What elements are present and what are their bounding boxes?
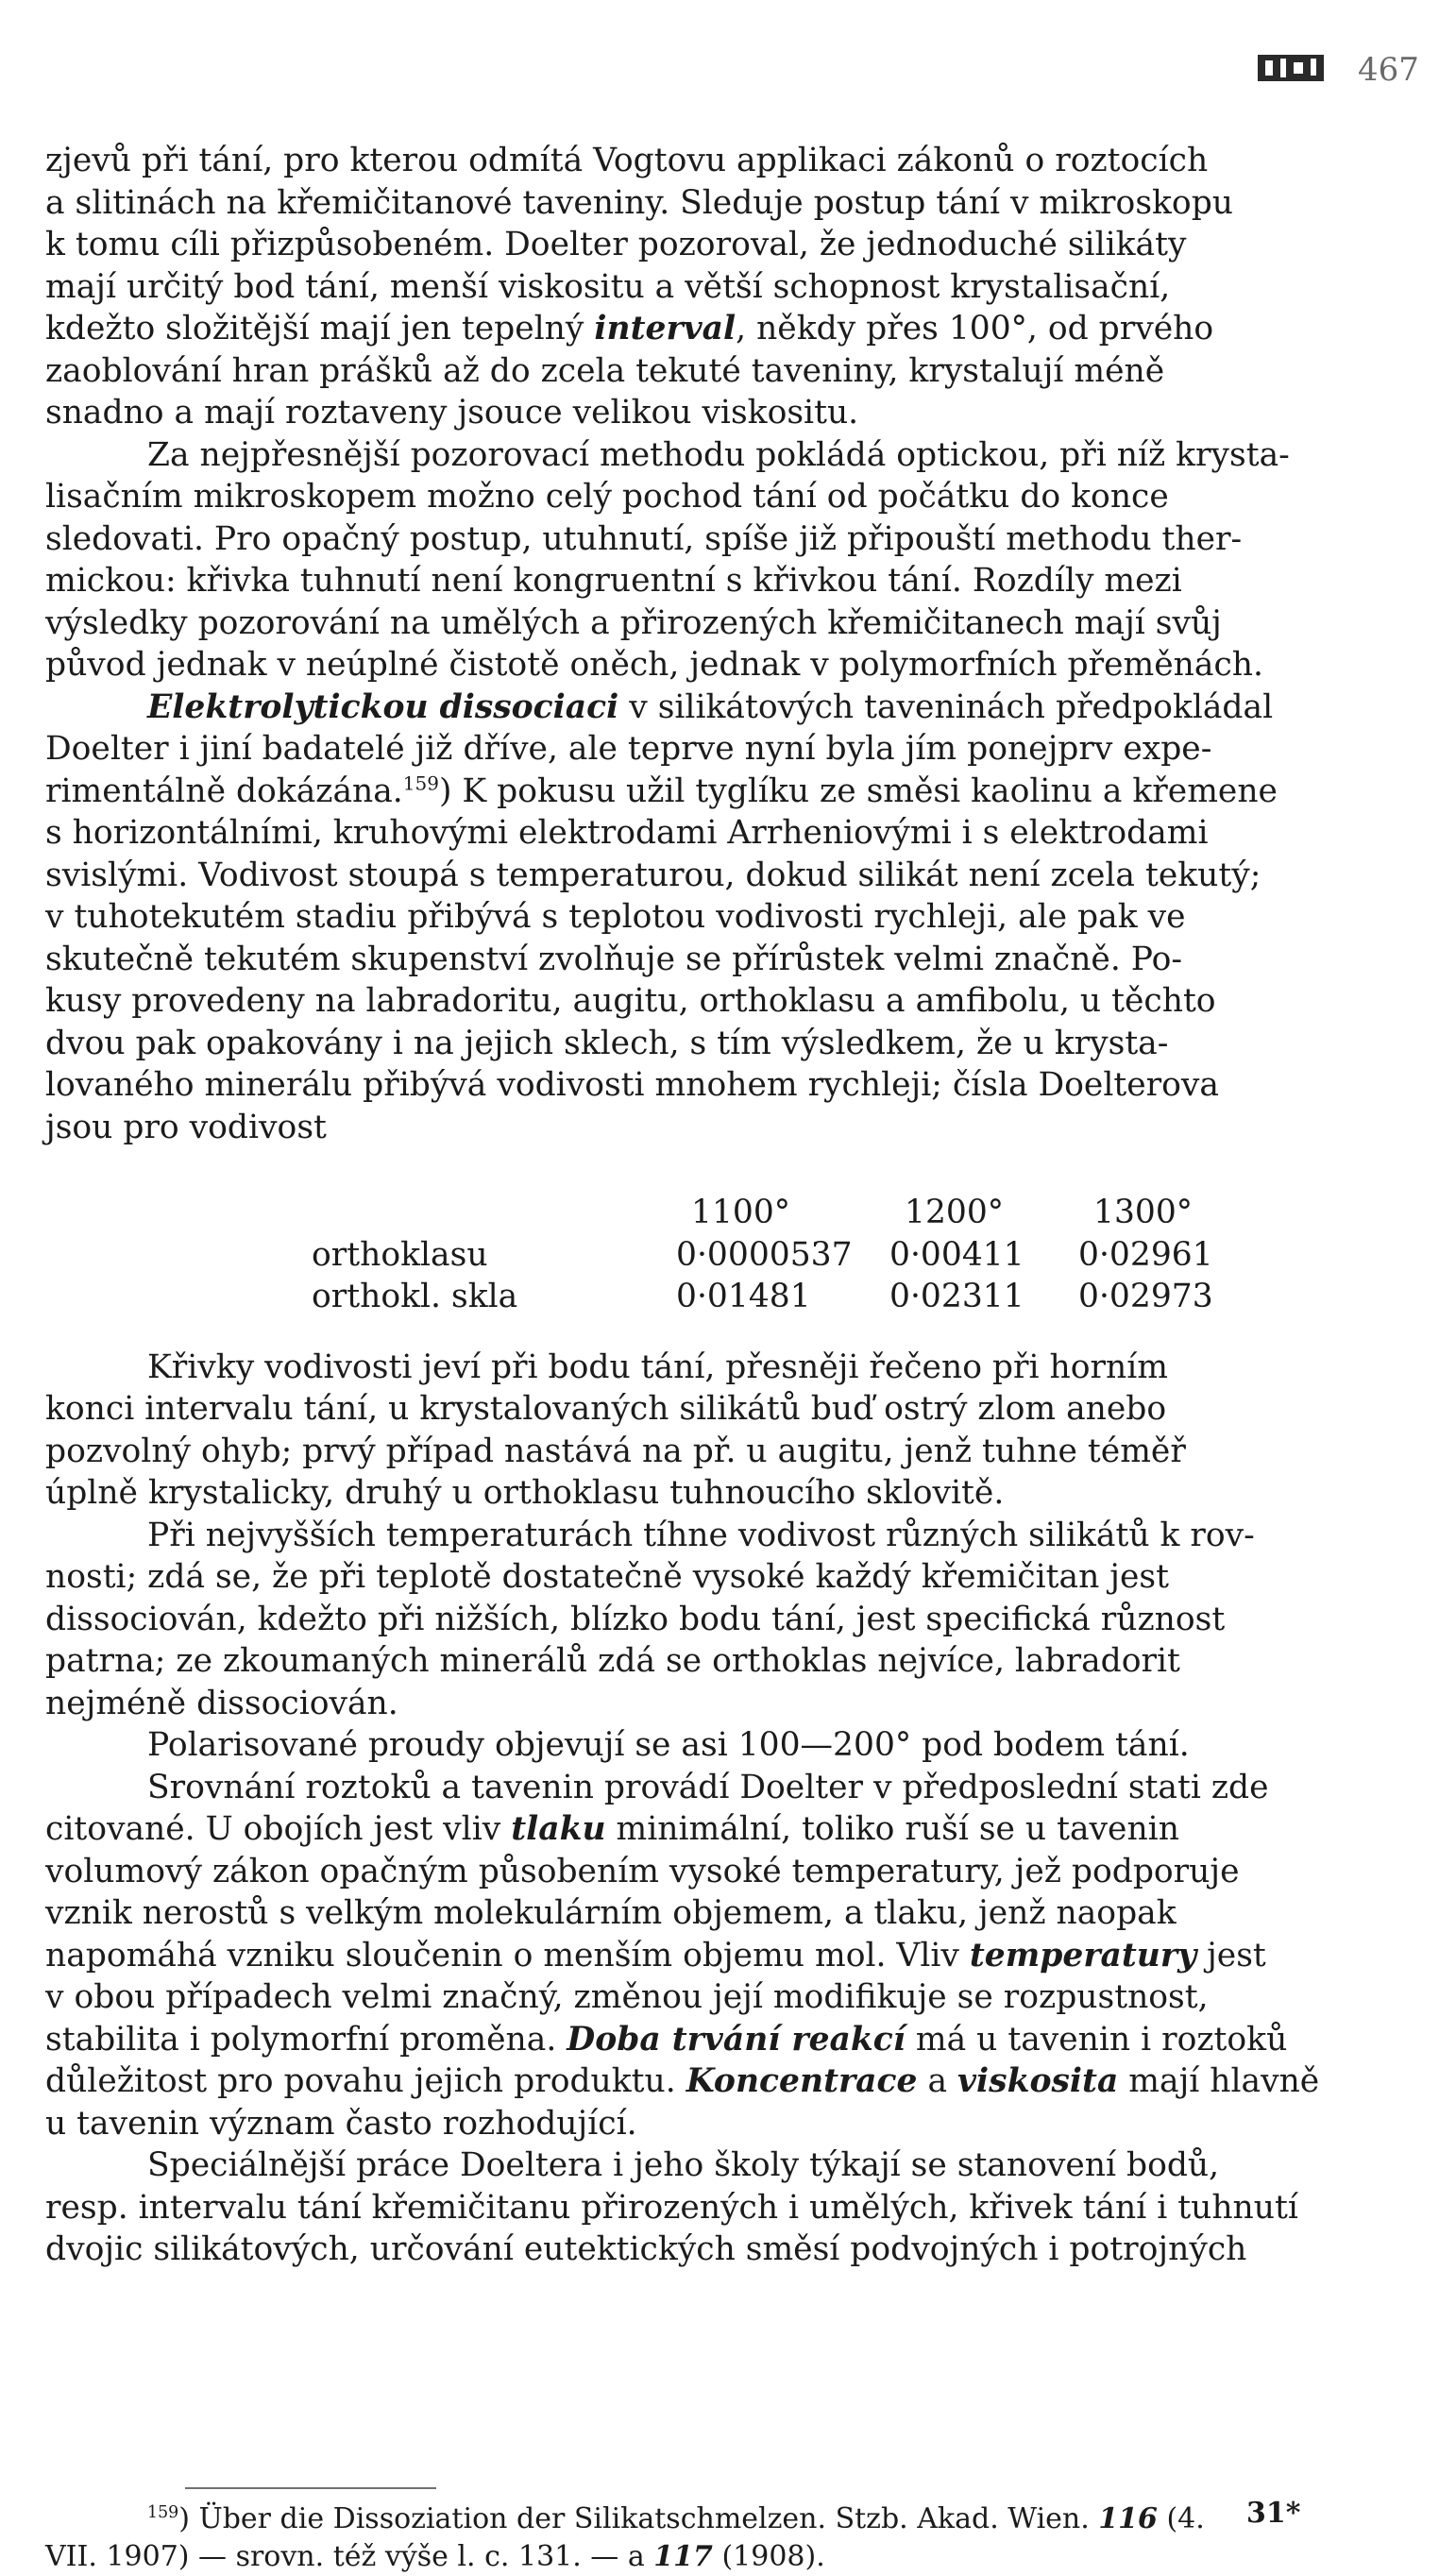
text-line: volumový zákon opačným působením vysoké temperatury, jež podporuje (45, 1852, 1240, 1890)
text-line: v obou případech velmi značný, změnou její modifikuje se rozpustnost, (45, 1978, 1209, 2016)
table-cell: 0·0000537 (676, 1235, 853, 1274)
text-line: mají určitý bod tání, menší viskositu a větší schopnost krystalisační, (45, 267, 1171, 306)
emphasis: Koncentrace (686, 2062, 918, 2100)
text-line: lovaného minerálu přibývá vodivosti mnohem rychleji; čísla Doelterova (45, 1066, 1219, 1104)
table-cell: 0·00411 (889, 1235, 1024, 1274)
column-header: 1100° (691, 1194, 791, 1231)
row-label: orthoklasu (312, 1235, 488, 1274)
text-line: Při nejvyšších temperaturách tíhne vodivost různých silikátů k rov- (147, 1516, 1255, 1554)
text-line: napomáhá vzniku sloučenin o menším objemu mol. Vliv temperatury jest (45, 1936, 1266, 1974)
text-line: pozvolný ohyb; prvý případ nastává na př. u augitu, jenž tuhne téměř (45, 1432, 1186, 1470)
text-line: jsou pro vodivost (45, 1108, 327, 1146)
table-cell: 0·02961 (1078, 1235, 1213, 1274)
text-line: zaoblování hran prášků až do zcela tekuté taveniny, krystalují méně (45, 351, 1165, 390)
text-line: rimentálně dokázána.$^{159}$) K pokusu užil tyglíku ze směsi kaolinu a křemene (45, 771, 1278, 810)
text-line: výsledky pozorování na umělých a přirozených křemičitanech mají svůj (45, 603, 1222, 642)
table-row (312, 1234, 1273, 1277)
text-line: nosti; zdá se, že při teplotě dostatečně vysoké každý křemičitan jest (45, 1558, 1169, 1596)
emphasis: viskosita (957, 2062, 1119, 2100)
text-line: vznik nerostů s velkým molekulárním objemem, a tlaku, jenž naopak (45, 1894, 1177, 1932)
text-line: kdežto složitější mají jen tepelný interval, někdy přes 100°, od prvého (45, 310, 1214, 347)
text-line: Speciálnější práce Doeltera i jeho školy týkají se stanovení bodů, (147, 2146, 1220, 2184)
text-line: k tomu cíli přizpůsobeném. Doelter pozoroval, že jednoduché silikáty (45, 226, 1187, 263)
text-line: u tavenin význam často rozhodující. (45, 2104, 637, 2143)
sheet-signature: 31* (1246, 2497, 1301, 2530)
table-cell: 0·02973 (1078, 1278, 1213, 1315)
footnote-ref: 159 (402, 771, 439, 794)
text-line: sledovati. Pro opačný postup, utuhnutí, spíše již připouští methodu ther- (45, 519, 1243, 558)
text-line: lisačním mikroskopem možno celý pochod tání od počátku do konce (45, 478, 1169, 516)
text-line: dissociován, kdežto při nižších, blízko bodu tání, jest specifická různost (45, 1600, 1226, 1638)
emphasis: Elektrolytickou dissociaci (147, 687, 619, 726)
row-label: orthokl. skla (312, 1278, 518, 1315)
text-line: Křivky vodivosti jeví při bodu tání, přesněji řečeno při horním (147, 1347, 1168, 1386)
running-header (0, 45, 1456, 93)
table-cell: 0·01481 (676, 1278, 811, 1315)
emphasis: Doba trvání reakcí (567, 2020, 906, 2059)
text-line: úplně krystalicky, druhý u orthoklasu tuhnoucího sklovitě. (45, 1474, 1005, 1512)
text-line: skutečně tekutém skupenství zvolňuje se přírůstek velmi značně. Po- (45, 940, 1183, 978)
table-cell: 0·02311 (889, 1278, 1024, 1315)
text-line: dvou pak opakovány i na jejich sklech, s tím výsledkem, že u krysta- (45, 1024, 1169, 1062)
text-line: konci intervalu tání, u krystalovaných silikátů buď ostrý zlom anebo (45, 1390, 1167, 1428)
conductivity-table (312, 1192, 1273, 1318)
text-line: v tuhotekutém stadiu přibývá s teplotou vodivosti rychleji, ale pak ve (45, 898, 1186, 936)
text-line: patrna; ze zkoumaných minerálů zdá se orthoklas nejvíce, labradorit (45, 1642, 1180, 1680)
footnote (45, 2500, 1413, 2576)
text-line: Polarisované proudy objevují se asi 100—200° pod bodem tání. (147, 1726, 1190, 1764)
text-line: zjevů při tání, pro kterou odmítá Vogtovu applikaci zákonů o roztocích (45, 142, 1209, 179)
printer-mark-icon (1256, 51, 1326, 85)
footnote-number: 159 (147, 2503, 179, 2522)
text-line: a slitinách na křemičitanové taveniny. Sleduje postup tání v mikroskopu (45, 183, 1234, 222)
text-line: citované. U obojích jest vliv tlaku minimální, toliko ruší se u tavenin (45, 1810, 1179, 1848)
table-row (312, 1276, 1273, 1318)
page-number: 467 (1358, 51, 1419, 89)
text-line: dvojic silikátových, určování eutektických směsí podvojných i potrojných (45, 2230, 1247, 2268)
table-header-row (312, 1192, 1273, 1234)
text-line: Elektrolytickou dissociaci v silikátových taveninách předpokládal (147, 687, 1274, 726)
text-line: kusy provedeny na labradoritu, augitu, orthoklasu a amfibolu, u těchto (45, 982, 1216, 1020)
text-line: původ jednak v neúplné čistotě oněch, jednak v polymorfních přeměnách. (45, 646, 1263, 684)
emphasis: tlaku (511, 1810, 606, 1848)
text-line: stabilita i polymorfní proměna. Doba trvání reakcí má u tavenin i roztoků (45, 2020, 1288, 2059)
footnote-line: VII. 1907) — srovn. též výše l. c. 131. — a 117 (1908). (45, 2540, 825, 2573)
text-line: svislými. Vodivost stoupá s temperaturou, dokud silikát není zcela tekutý; (45, 856, 1261, 894)
text-line: mickou: křivka tuhnutí není kongruentní s křivkou tání. Rozdíly mezi (45, 562, 1182, 600)
body-text (45, 140, 1413, 2271)
column-header: 1200° (905, 1194, 1005, 1231)
text-line: s horizontálními, kruhovými elektrodami Arrheniovými i s elektrodami (45, 814, 1209, 852)
emphasis: interval (594, 310, 736, 347)
text-line: snadno a mají roztaveny jsouce velikou viskositu. (45, 394, 859, 432)
emphasis: temperatury (969, 1936, 1197, 1974)
text-line: Srovnání roztoků a tavenin provádí Doelter v předposlední stati zde (147, 1768, 1269, 1806)
text-line: nejméně dissociován. (45, 1684, 398, 1722)
column-header: 1300° (1093, 1194, 1194, 1231)
footnote-line: $^{159}$) Über die Dissoziation der Silikatschmelzen. Stzb. Akad. Wien. 116 (4. (147, 2502, 1205, 2535)
text-line: Za nejpřesnější pozorovací methodu pokládá optickou, při níž krysta- (147, 435, 1290, 474)
text-line: důležitost pro povahu jejich produktu. Koncentrace a viskosita mají hlavně (45, 2062, 1320, 2100)
text-line: Doelter i jiní badatelé již dříve, ale teprve nyní byla jím ponejprv expe- (45, 730, 1212, 768)
text-line: resp. intervalu tání křemičitanu přirozených i umělých, křivek tání i tuhnutí (45, 2188, 1298, 2227)
footnote-divider (185, 2487, 436, 2489)
